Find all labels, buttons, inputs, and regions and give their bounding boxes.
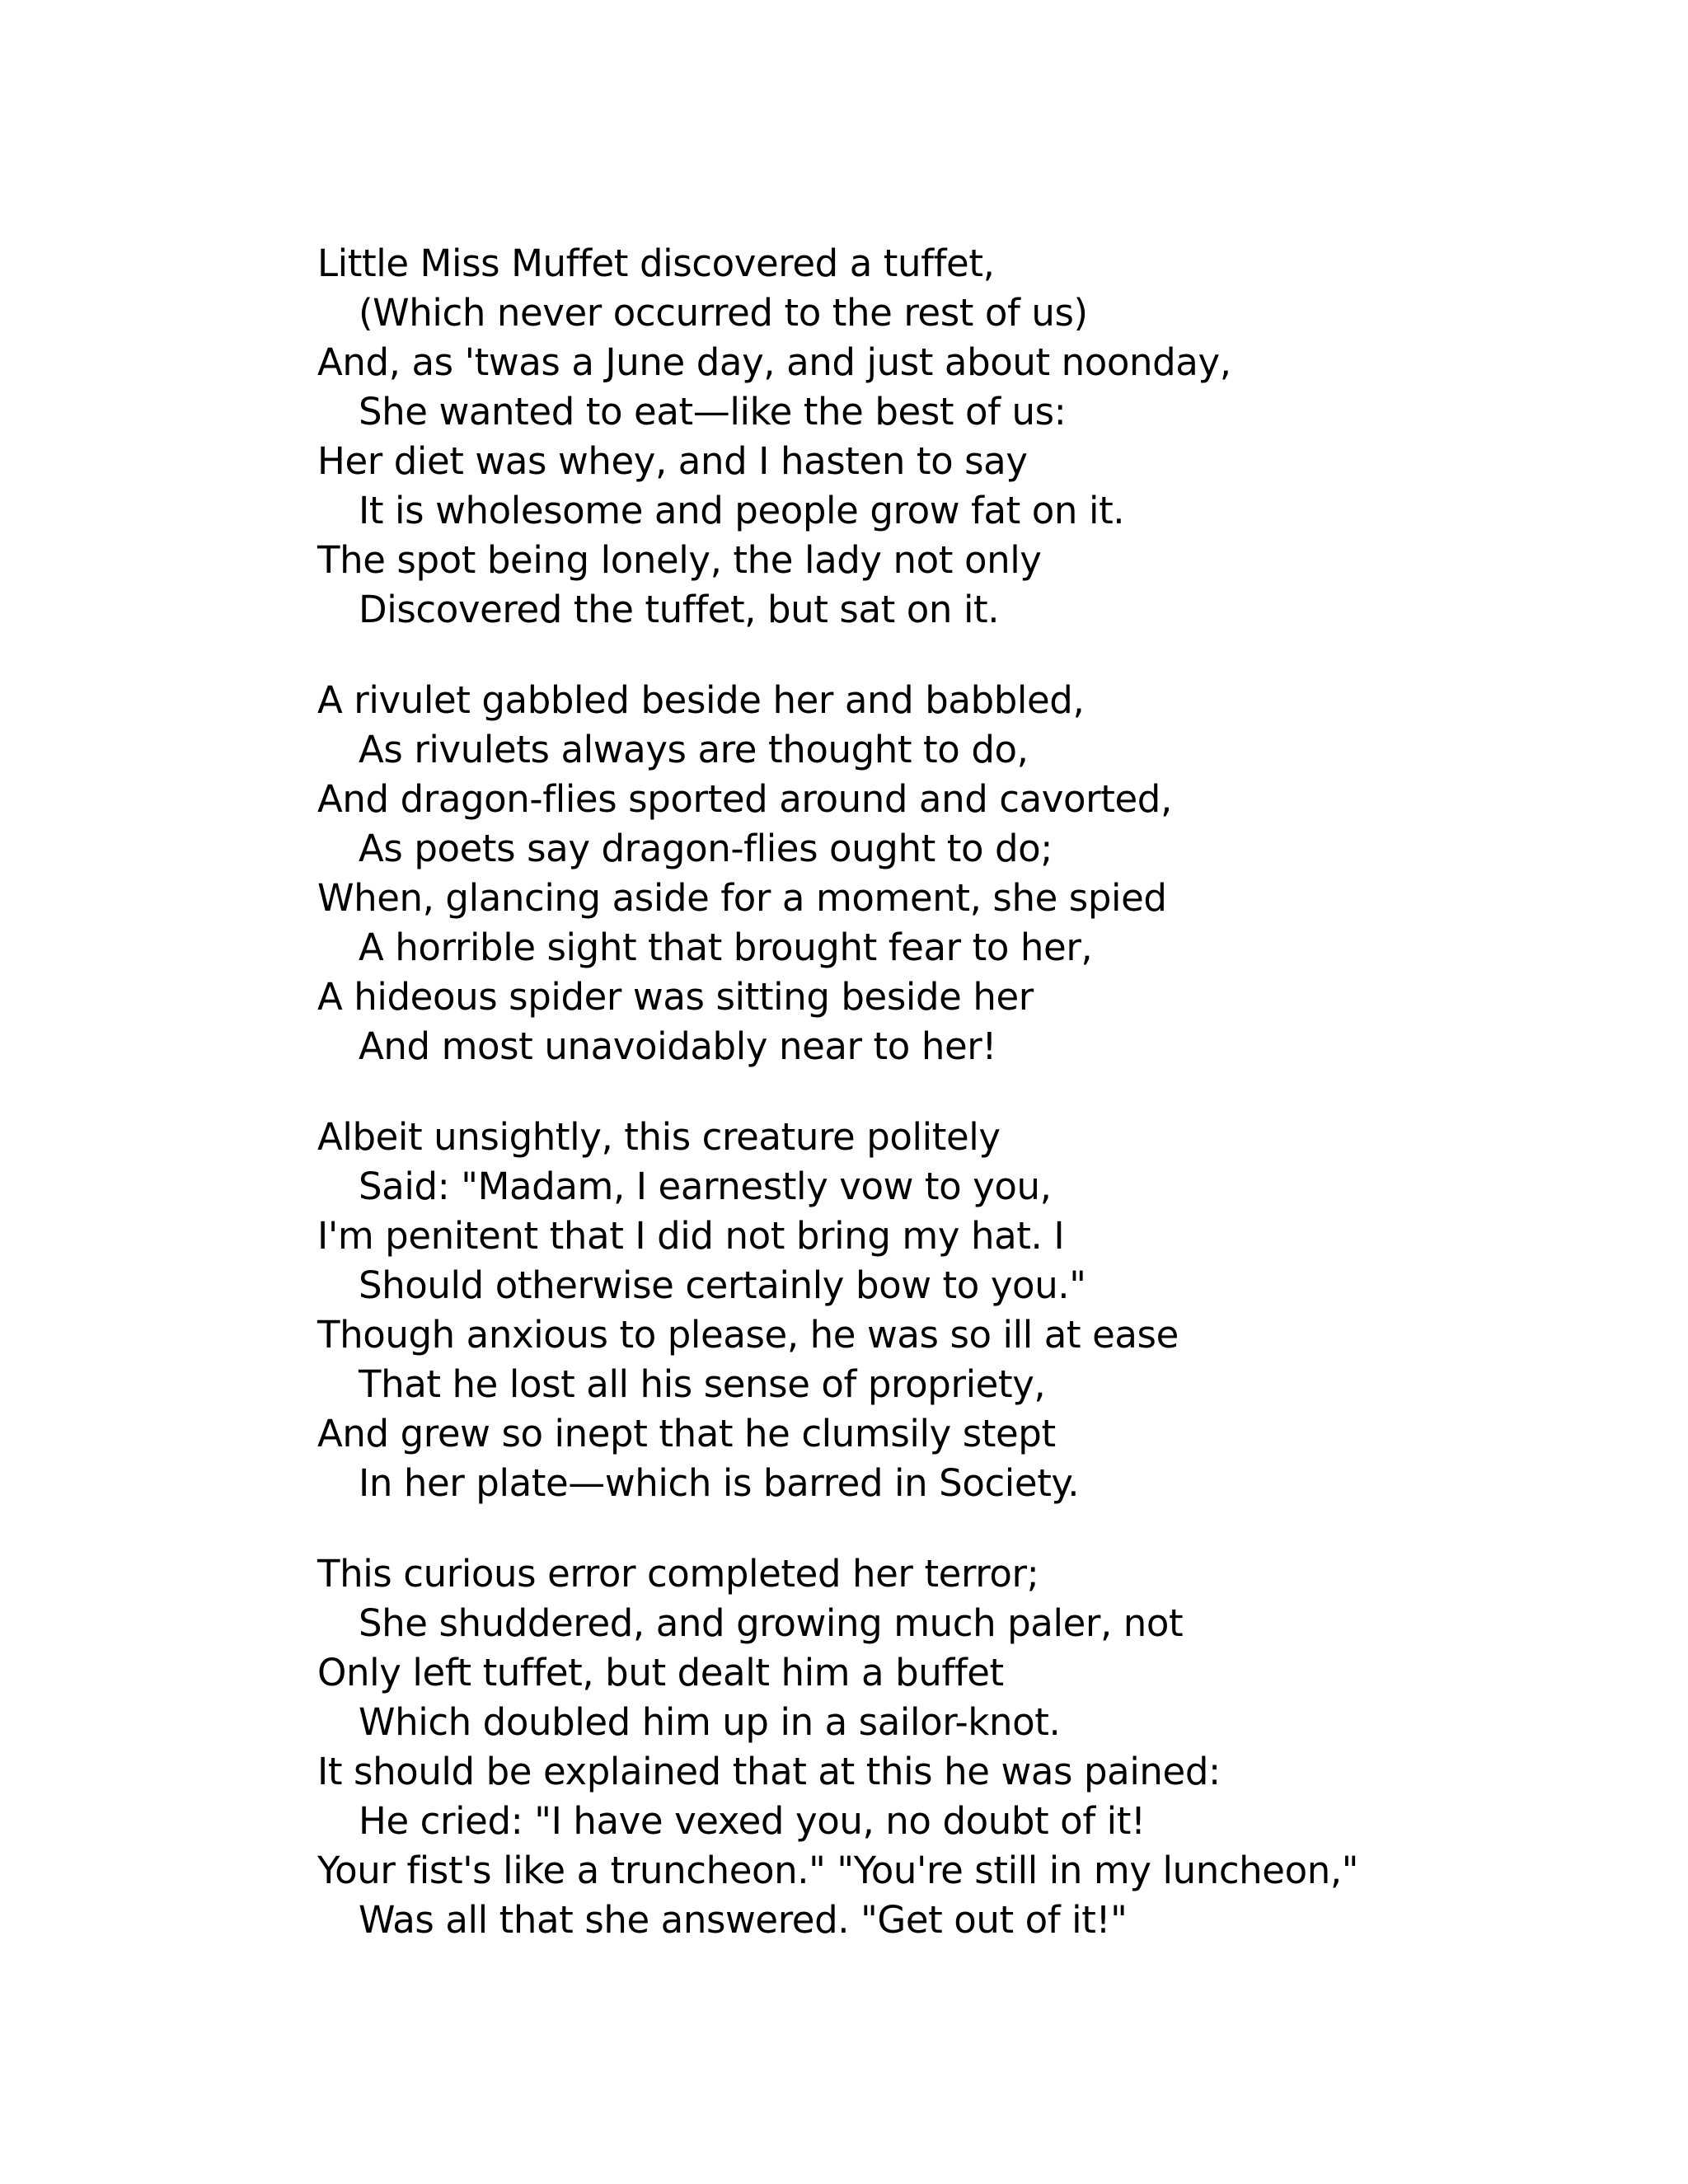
poem-line: Little Miss Muffet discovered a tuffet, [317,241,995,285]
poem-line: The spot being lonely, the lady not only [317,538,1042,582]
poem-line: A rivulet gabbled beside her and babbled, [317,678,1085,722]
poem [317,239,1636,1986]
stanza-1 [317,239,1636,635]
poem-line: Only left tuffet, but dealt him a buffet [317,1651,1004,1694]
poem-line: Though anxious to please, he was so ill at ease [317,1313,1179,1357]
poem-line: This curious error completed her terror; [317,1552,1039,1596]
poem-line: And, as 'twas a June day, and just about noonday, [317,340,1231,384]
poem-line: And grew so inept that he clumsily stept [317,1412,1056,1455]
stanza-2 [317,676,1636,1071]
poem-line: It is wholesome and people grow fat on it. [359,489,1125,532]
poem-line: I'm penitent that I did not bring my hat. I [317,1214,1065,1258]
poem-line: A hideous spider was sitting beside her [317,975,1034,1019]
poem-line: As rivulets always are thought to do, [359,728,1029,771]
poem-line: Discovered the tuffet, but sat on it. [359,588,1000,631]
poem-line: She wanted to eat—like the best of us: [359,390,1067,434]
poem-line: Which doubled him up in a sailor-knot. [359,1700,1061,1744]
stanza-3 [317,1113,1636,1508]
poem-line: Her diet was whey, and I hasten to say [317,439,1028,483]
poem-line: Your fist's like a truncheon." "You're still in my luncheon," [317,1849,1359,1892]
poem-line: Albeit unsightly, this creature politely [317,1115,1001,1159]
poem-line: Should otherwise certainly bow to you." [359,1263,1086,1307]
poem-line: When, glancing aside for a moment, she spied [317,876,1167,920]
poem-line: And most unavoidably near to her! [359,1024,996,1068]
poem-line: A horrible sight that brought fear to her, [359,926,1093,969]
poem-line: It should be explained that at this he was pained: [317,1750,1221,1793]
poem-line: (Which never occurred to the rest of us) [359,291,1088,335]
poem-line: In her plate—which is barred in Society. [359,1461,1080,1505]
poem-line: She shuddered, and growing much paler, not [359,1601,1184,1645]
poem-line: As poets say dragon-flies ought to do; [359,827,1053,870]
poem-line: Was all that she answered. "Get out of it!" [359,1898,1128,1942]
poem-line: He cried: "I have vexed you, no doubt of it! [359,1799,1146,1843]
poem-line: That he lost all his sense of propriety, [359,1362,1046,1406]
stanza-4 [317,1549,1636,1945]
poem-line: And dragon-flies sported around and cavorted, [317,777,1172,821]
poem-line: Said: "Madam, I earnestly vow to you, [359,1165,1052,1208]
